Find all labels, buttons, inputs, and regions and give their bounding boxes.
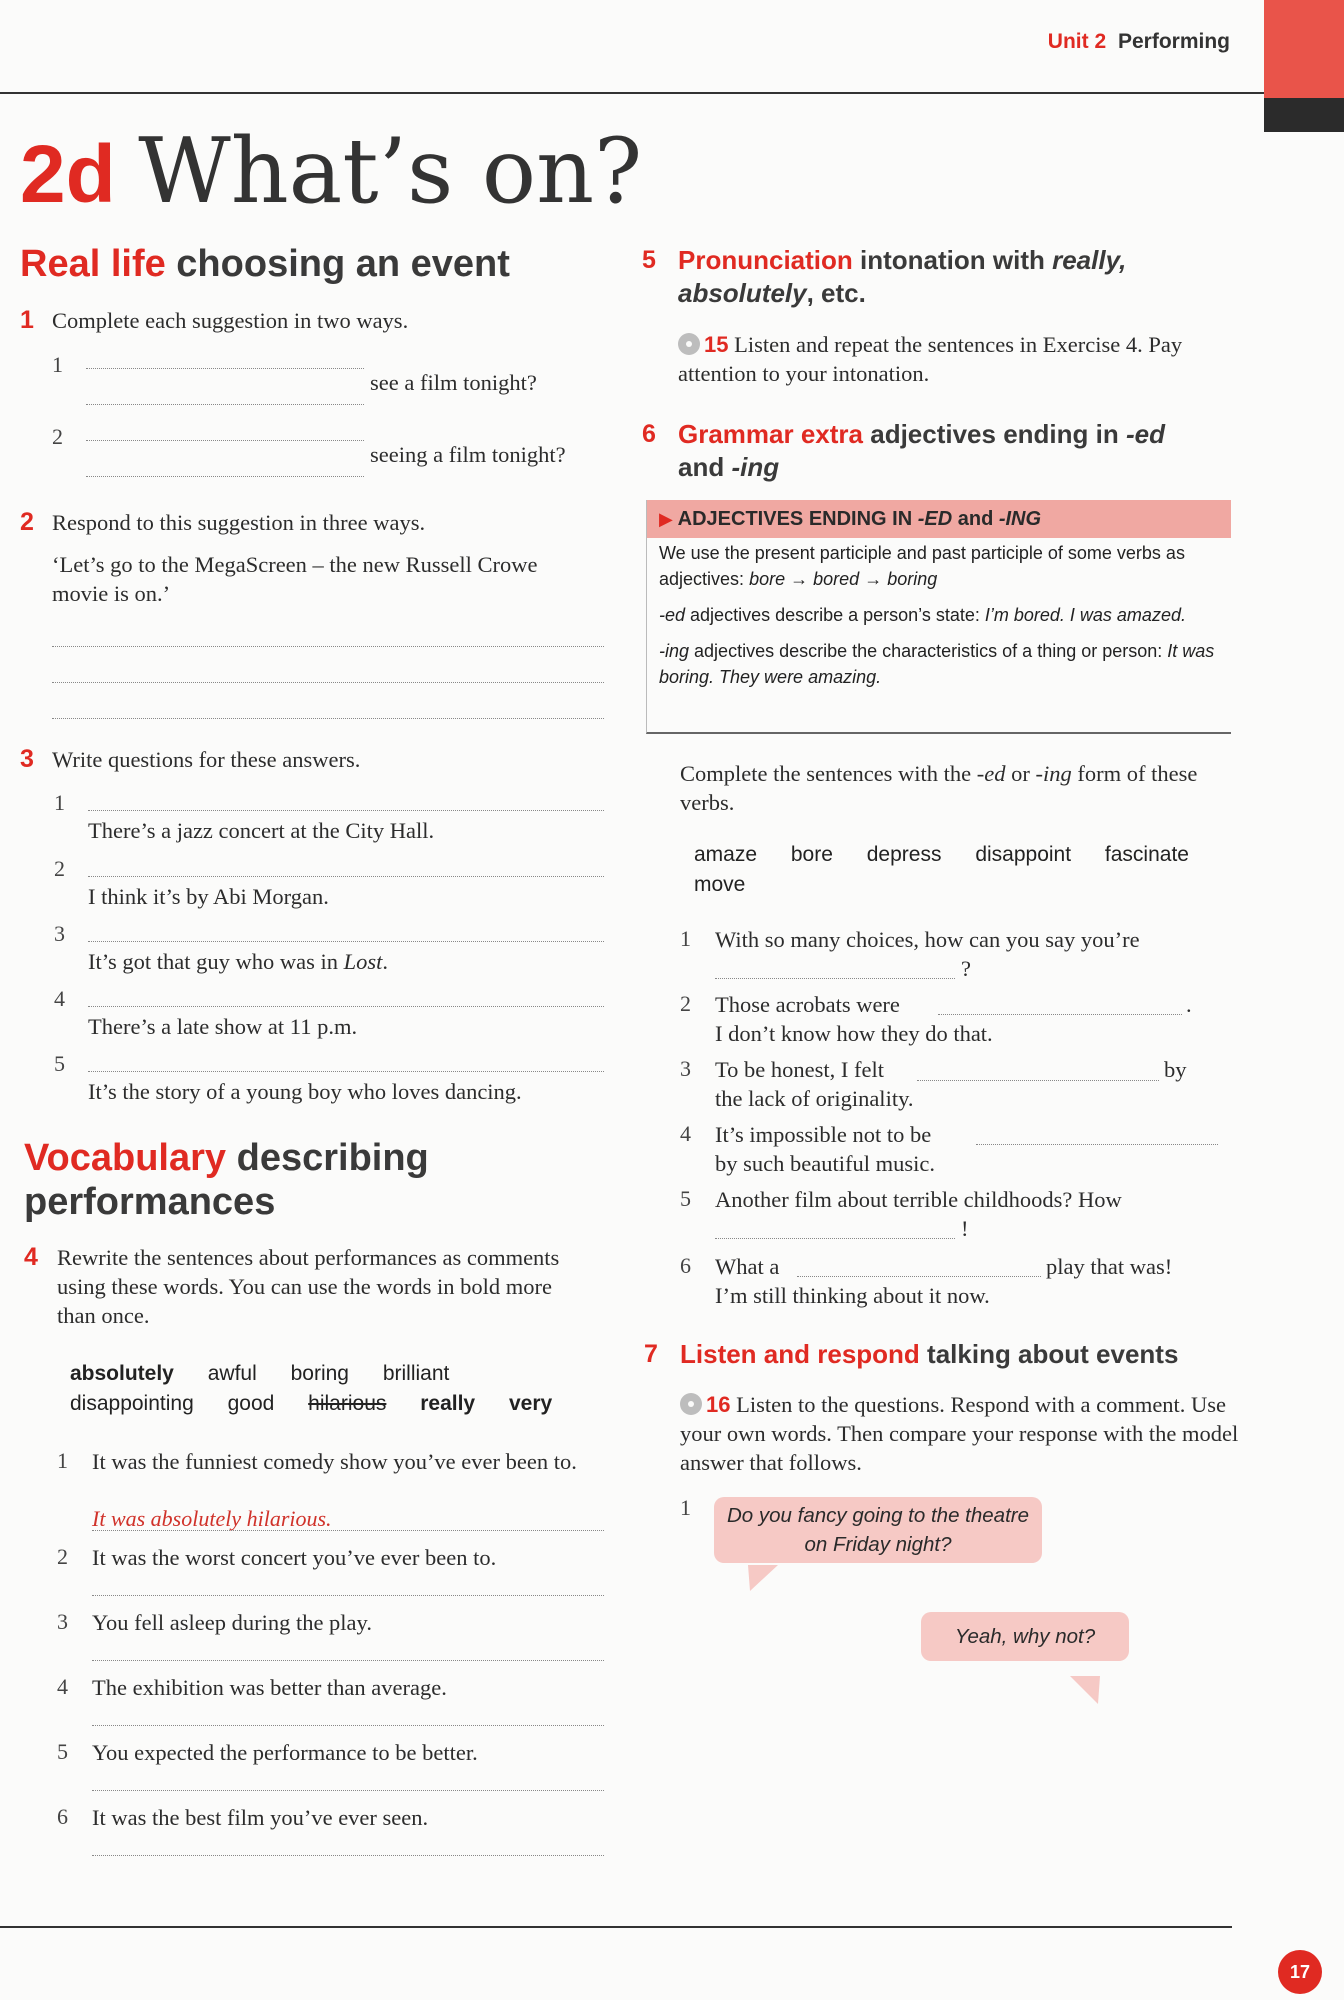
audio-track-number: 15 xyxy=(704,332,729,357)
section-heading-real-life: Real life choosing an event xyxy=(20,243,510,285)
unit-label: Unit 2 xyxy=(1047,30,1107,53)
answer-line[interactable] xyxy=(715,1238,955,1239)
corner-tab-red xyxy=(1264,0,1344,98)
footer-rule xyxy=(0,1926,1232,1928)
answer-line[interactable] xyxy=(52,718,604,719)
audio-cd-icon[interactable] xyxy=(680,1393,702,1415)
exercise-instruction: Respond to this suggestion in three ways. xyxy=(52,510,426,535)
unit-title: Performing xyxy=(1117,30,1230,53)
answer-line[interactable] xyxy=(86,368,364,369)
answer-line[interactable] xyxy=(88,1071,604,1072)
word-box: disappointing good hilarious really very xyxy=(70,1392,553,1415)
answer-line[interactable] xyxy=(52,646,604,647)
answer-line[interactable] xyxy=(917,1080,1159,1081)
exercise-instruction: Complete each suggestion in two ways. xyxy=(52,308,409,333)
lesson-number: 2d xyxy=(20,129,116,220)
lesson-title: What’s on? xyxy=(138,119,643,224)
answer-line[interactable] xyxy=(88,941,604,942)
exercise-number: 2 xyxy=(20,508,34,536)
answer-line[interactable] xyxy=(797,1276,1041,1277)
exercise-heading-grammar: Grammar extra adjectives ending in -ed and -ing xyxy=(678,419,1165,482)
exercise-number: 5 xyxy=(642,246,656,274)
exercise-instruction: 15 Listen and repeat the sentences in Exercise 4. Pay attention to your intonation. xyxy=(678,332,1183,386)
speech-bubble-answer: Yeah, why not? xyxy=(921,1612,1129,1661)
audio-cd-icon[interactable] xyxy=(678,333,700,355)
answer-line[interactable] xyxy=(88,1006,604,1007)
answer-line[interactable] xyxy=(86,476,364,477)
answer-line[interactable] xyxy=(92,1595,604,1596)
answer-line[interactable] xyxy=(715,978,955,979)
grammar-box-body: We use the present participle and past participle of some verbs as adjectives: bore → bored → boring -ed adjectives describe a person’s state: I’m bored. I was amazed. -ing adjectives describe the characteristics of a thing or person: It was boring. They were amazing. xyxy=(659,543,1215,687)
exercise-instruction: Complete the sentences with the -ed or -ing form of these verbs. xyxy=(680,761,1198,815)
header-rule xyxy=(0,92,1264,94)
suggestion-quote: ‘Let’s go to the MegaScreen – the new Russell Crowe movie is on.’ xyxy=(52,552,538,606)
verb-box: move xyxy=(694,873,746,896)
exercise-number: 7 xyxy=(644,1340,658,1368)
arrow-icon: → xyxy=(790,569,809,589)
page-title xyxy=(20,119,643,225)
answer-line[interactable] xyxy=(52,682,604,683)
answer-line[interactable] xyxy=(86,404,364,405)
answer-line[interactable] xyxy=(976,1144,1218,1145)
speech-bubble-tail xyxy=(1070,1676,1104,1706)
verb-box: amaze bore depress disappoint fascinate xyxy=(694,843,1189,866)
audio-track-number: 16 xyxy=(706,1392,731,1417)
play-triangle-icon: ▶ xyxy=(659,509,673,529)
answer-line[interactable] xyxy=(92,1660,604,1661)
exercise-heading-listen: Listen and respond talking about events xyxy=(680,1339,1179,1369)
corner-tab-dark xyxy=(1264,98,1344,132)
example-answer: It was absolutely hilarious. xyxy=(92,1506,332,1531)
exercise-number: 4 xyxy=(24,1243,38,1271)
speech-bubble-question: Do you fancy going to the theatre on Friday night? xyxy=(714,1497,1042,1563)
page-number: 17 xyxy=(1278,1950,1322,1994)
exercise-heading-pronunciation: Pronunciation intonation with really, absolutely, etc. xyxy=(678,245,1127,308)
grammar-box xyxy=(646,500,1231,734)
exercise-number: 1 xyxy=(20,306,34,334)
exercise-number: 6 xyxy=(642,420,656,448)
answer-line[interactable] xyxy=(86,440,364,441)
answer-line[interactable] xyxy=(92,1855,604,1856)
arrow-icon: → xyxy=(864,569,883,589)
exercise-instruction: 16 Listen to the questions. Respond with a comment. Use your own words. Then compare your response with the model answer that follows. xyxy=(680,1392,1239,1475)
answer-line[interactable] xyxy=(88,876,604,877)
answer-line xyxy=(92,1530,604,1531)
exercise-instruction: Write questions for these answers. xyxy=(52,747,361,772)
grammar-box-title: ▶ ADJECTIVES ENDING IN -ED and -ING xyxy=(647,500,1231,538)
answer-line[interactable] xyxy=(938,1014,1182,1015)
answer-line[interactable] xyxy=(88,810,604,811)
section-heading-vocabulary: Vocabulary describing performances xyxy=(24,1137,429,1223)
running-header xyxy=(1048,30,1230,54)
answer-line[interactable] xyxy=(92,1790,604,1791)
speech-bubble-tail xyxy=(748,1565,782,1593)
exercise-instruction: Rewrite the sentences about performances as comments using these words. You can use the words in bold more than once. xyxy=(57,1245,560,1328)
exercise-number: 3 xyxy=(20,745,34,773)
answer-line[interactable] xyxy=(92,1725,604,1726)
word-box: absolutely awful boring brilliant xyxy=(70,1362,450,1385)
